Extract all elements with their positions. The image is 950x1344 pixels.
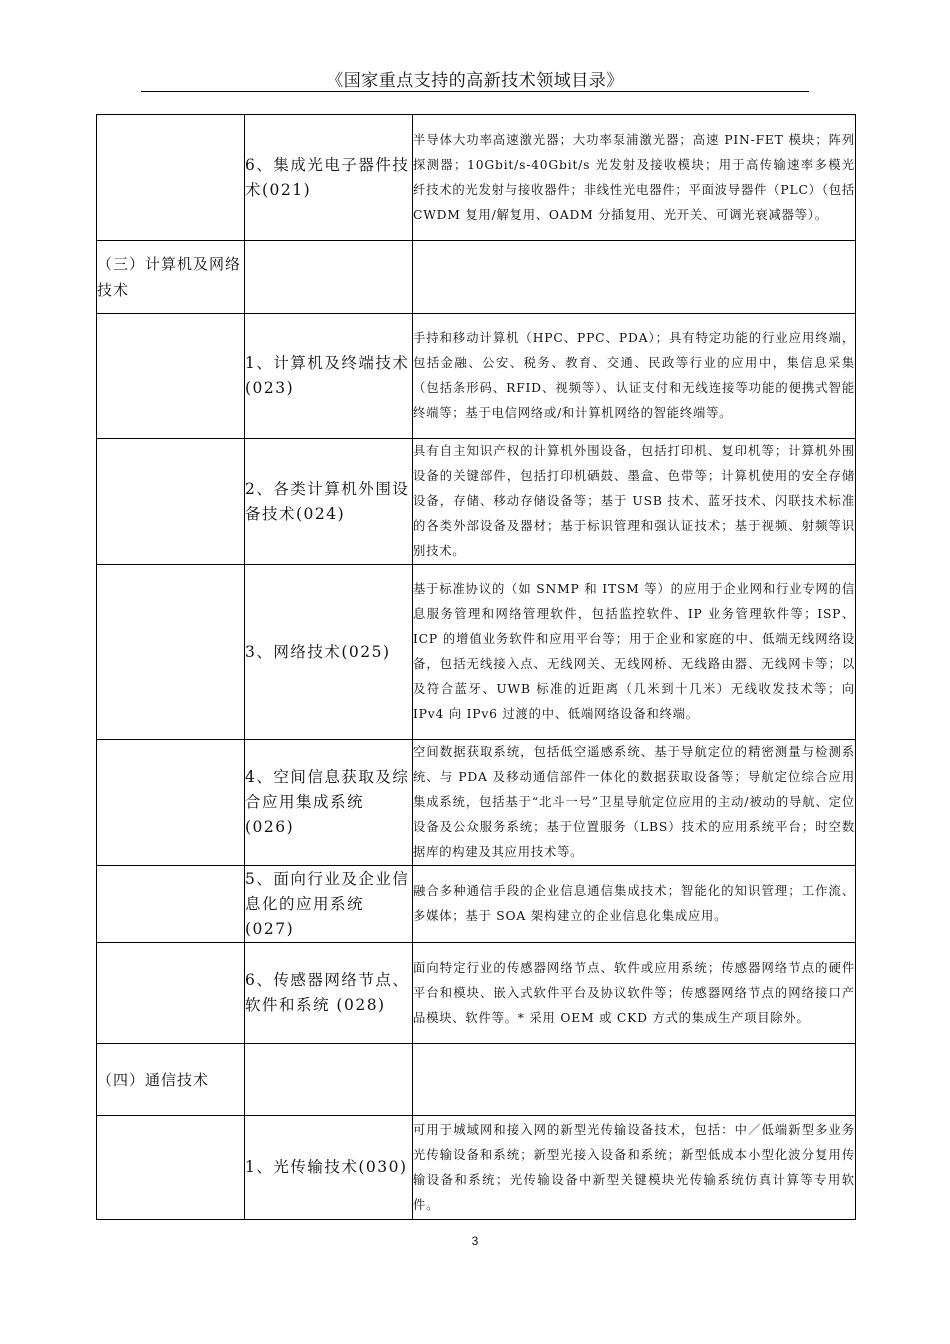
- item-cell: 6、传感器网络节点、软件和系统 (028): [245, 943, 413, 1044]
- description-cell: 空间数据获取系统，包括低空遥感系统、基于导航定位的精密测量与检测系统、与 PDA 及移动通信部件一体化的数据获取设备等；导航定位综合应用集成系统，包括基于“北斗一号”卫星导航定位应用的主动/被动的导航、定位设备及公众服务系统；基于位置服务（LBS）技术的应用系统平台；时空数据库的构建及其应用技术等。: [413, 740, 856, 866]
- category-cell: [97, 866, 245, 943]
- table-row: [97, 1044, 856, 1116]
- category-cell: [97, 1116, 245, 1220]
- description-cell: 手持和移动计算机（HPC、PPC、PDA）；具有特定功能的行业应用终端，包括金融、公安、税务、教育、交通、民政等行业的应用中，集信息采集（包括条形码、RFID、视频等）、认证支付和无线连接等功能的便携式智能终端等；基于电信网络或/和计算机网络的智能终端等。: [413, 314, 856, 439]
- catalog-table: [96, 114, 856, 1220]
- item-cell: 6、集成光电子器件技术(021): [245, 115, 413, 241]
- table-row: [97, 866, 856, 943]
- category-cell: （四）通信技术: [97, 1044, 245, 1116]
- category-cell: （三）计算机及网络技术: [97, 241, 245, 314]
- description-cell: 面向特定行业的传感器网络节点、软件或应用系统；传感器网络节点的硬件平台和模块、嵌入式软件平台及协议软件等；传感器网络节点的网络接口产品模块、软件等。* 采用 OEM 或 CKD 方式的集成生产项目除外。: [413, 943, 856, 1044]
- table-row: [97, 439, 856, 565]
- item-cell: 1、计算机及终端技术(023): [245, 314, 413, 439]
- table-row: [97, 115, 856, 241]
- item-cell: [245, 1044, 413, 1116]
- description-cell: [413, 1044, 856, 1116]
- item-cell: 3、网络技术(025): [245, 565, 413, 740]
- category-cell: [97, 439, 245, 565]
- item-cell: 2、各类计算机外围设备技术(024): [245, 439, 413, 565]
- item-cell: [245, 241, 413, 314]
- item-cell: 4、空间信息获取及综合应用集成系统(026): [245, 740, 413, 866]
- description-cell: 基于标准协议的（如 SNMP 和 ITSM 等）的应用于企业网和行业专网的信息服务管理和网络管理软件，包括监控软件、IP 业务管理软件等；ISP、ICP 的增值业务软件和应用平台等；用于企业和家庭的中、低端无线网络设备，包括无线接入点、无线网关、无线网桥、无线路由器、无线网卡等；以及符合蓝牙、UWB 标准的近距离（几米到十几米）无线收发技术等；向 IPv4 向 IPv6 过渡的中、低端网络设备和终端。: [413, 565, 856, 740]
- category-cell: [97, 943, 245, 1044]
- table-row: [97, 943, 856, 1044]
- description-cell: 融合多种通信手段的企业信息通信集成技术；智能化的知识管理；工作流、多媒体；基于 SOA 架构建立的企业信息化集成应用。: [413, 866, 856, 943]
- description-cell: 具有自主知识产权的计算机外围设备，包括打印机、复印机等；计算机外围设备的关键部件，包括打印机硒鼓、墨盒、色带等；计算机使用的安全存储设备，存储、移动存储设备等；基于 USB 技术、蓝牙技术、闪联技术标准的各类外部设备及器材；基于标识管理和强认证技术；基于视频、射频等识别技术。: [413, 439, 856, 565]
- description-cell: 可用于城域网和接入网的新型光传输设备技术，包括：中／低端新型多业务光传输设备和系统；新型光接入设备和系统；新型低成本小型化波分复用传输设备和系统；光传输设备中新型关键模块光传输系统仿真计算等专用软件。: [413, 1116, 856, 1220]
- table-row: [97, 740, 856, 866]
- table-row: [97, 314, 856, 439]
- table-row: [97, 241, 856, 314]
- item-cell: 1、光传输技术(030): [245, 1116, 413, 1220]
- category-cell: [97, 115, 245, 241]
- document-title: 《国家重点支持的高新技术领域目录》: [326, 71, 624, 91]
- description-cell: 半导体大功率高速激光器；大功率泵浦激光器；高速 PIN-FET 模块；阵列探测器；10Gbit/s-40Gbit/s 光发射及接收模块；用于高传输速率多模光纤技术的光发射与接收器件；非线性光电器件；平面波导器件（PLC）（包括 CWDM 复用/解复用、OADM 分插复用、光开关、可调光衰减器等）。: [413, 115, 856, 241]
- category-cell: [97, 314, 245, 439]
- description-cell: [413, 241, 856, 314]
- item-cell: 5、面向行业及企业信息化的应用系统(027): [245, 866, 413, 943]
- table-row: [97, 1116, 856, 1220]
- page-number: 3: [471, 1234, 479, 1248]
- category-cell: [97, 565, 245, 740]
- header-rule: [141, 91, 809, 92]
- category-cell: [97, 740, 245, 866]
- table-row: [97, 565, 856, 740]
